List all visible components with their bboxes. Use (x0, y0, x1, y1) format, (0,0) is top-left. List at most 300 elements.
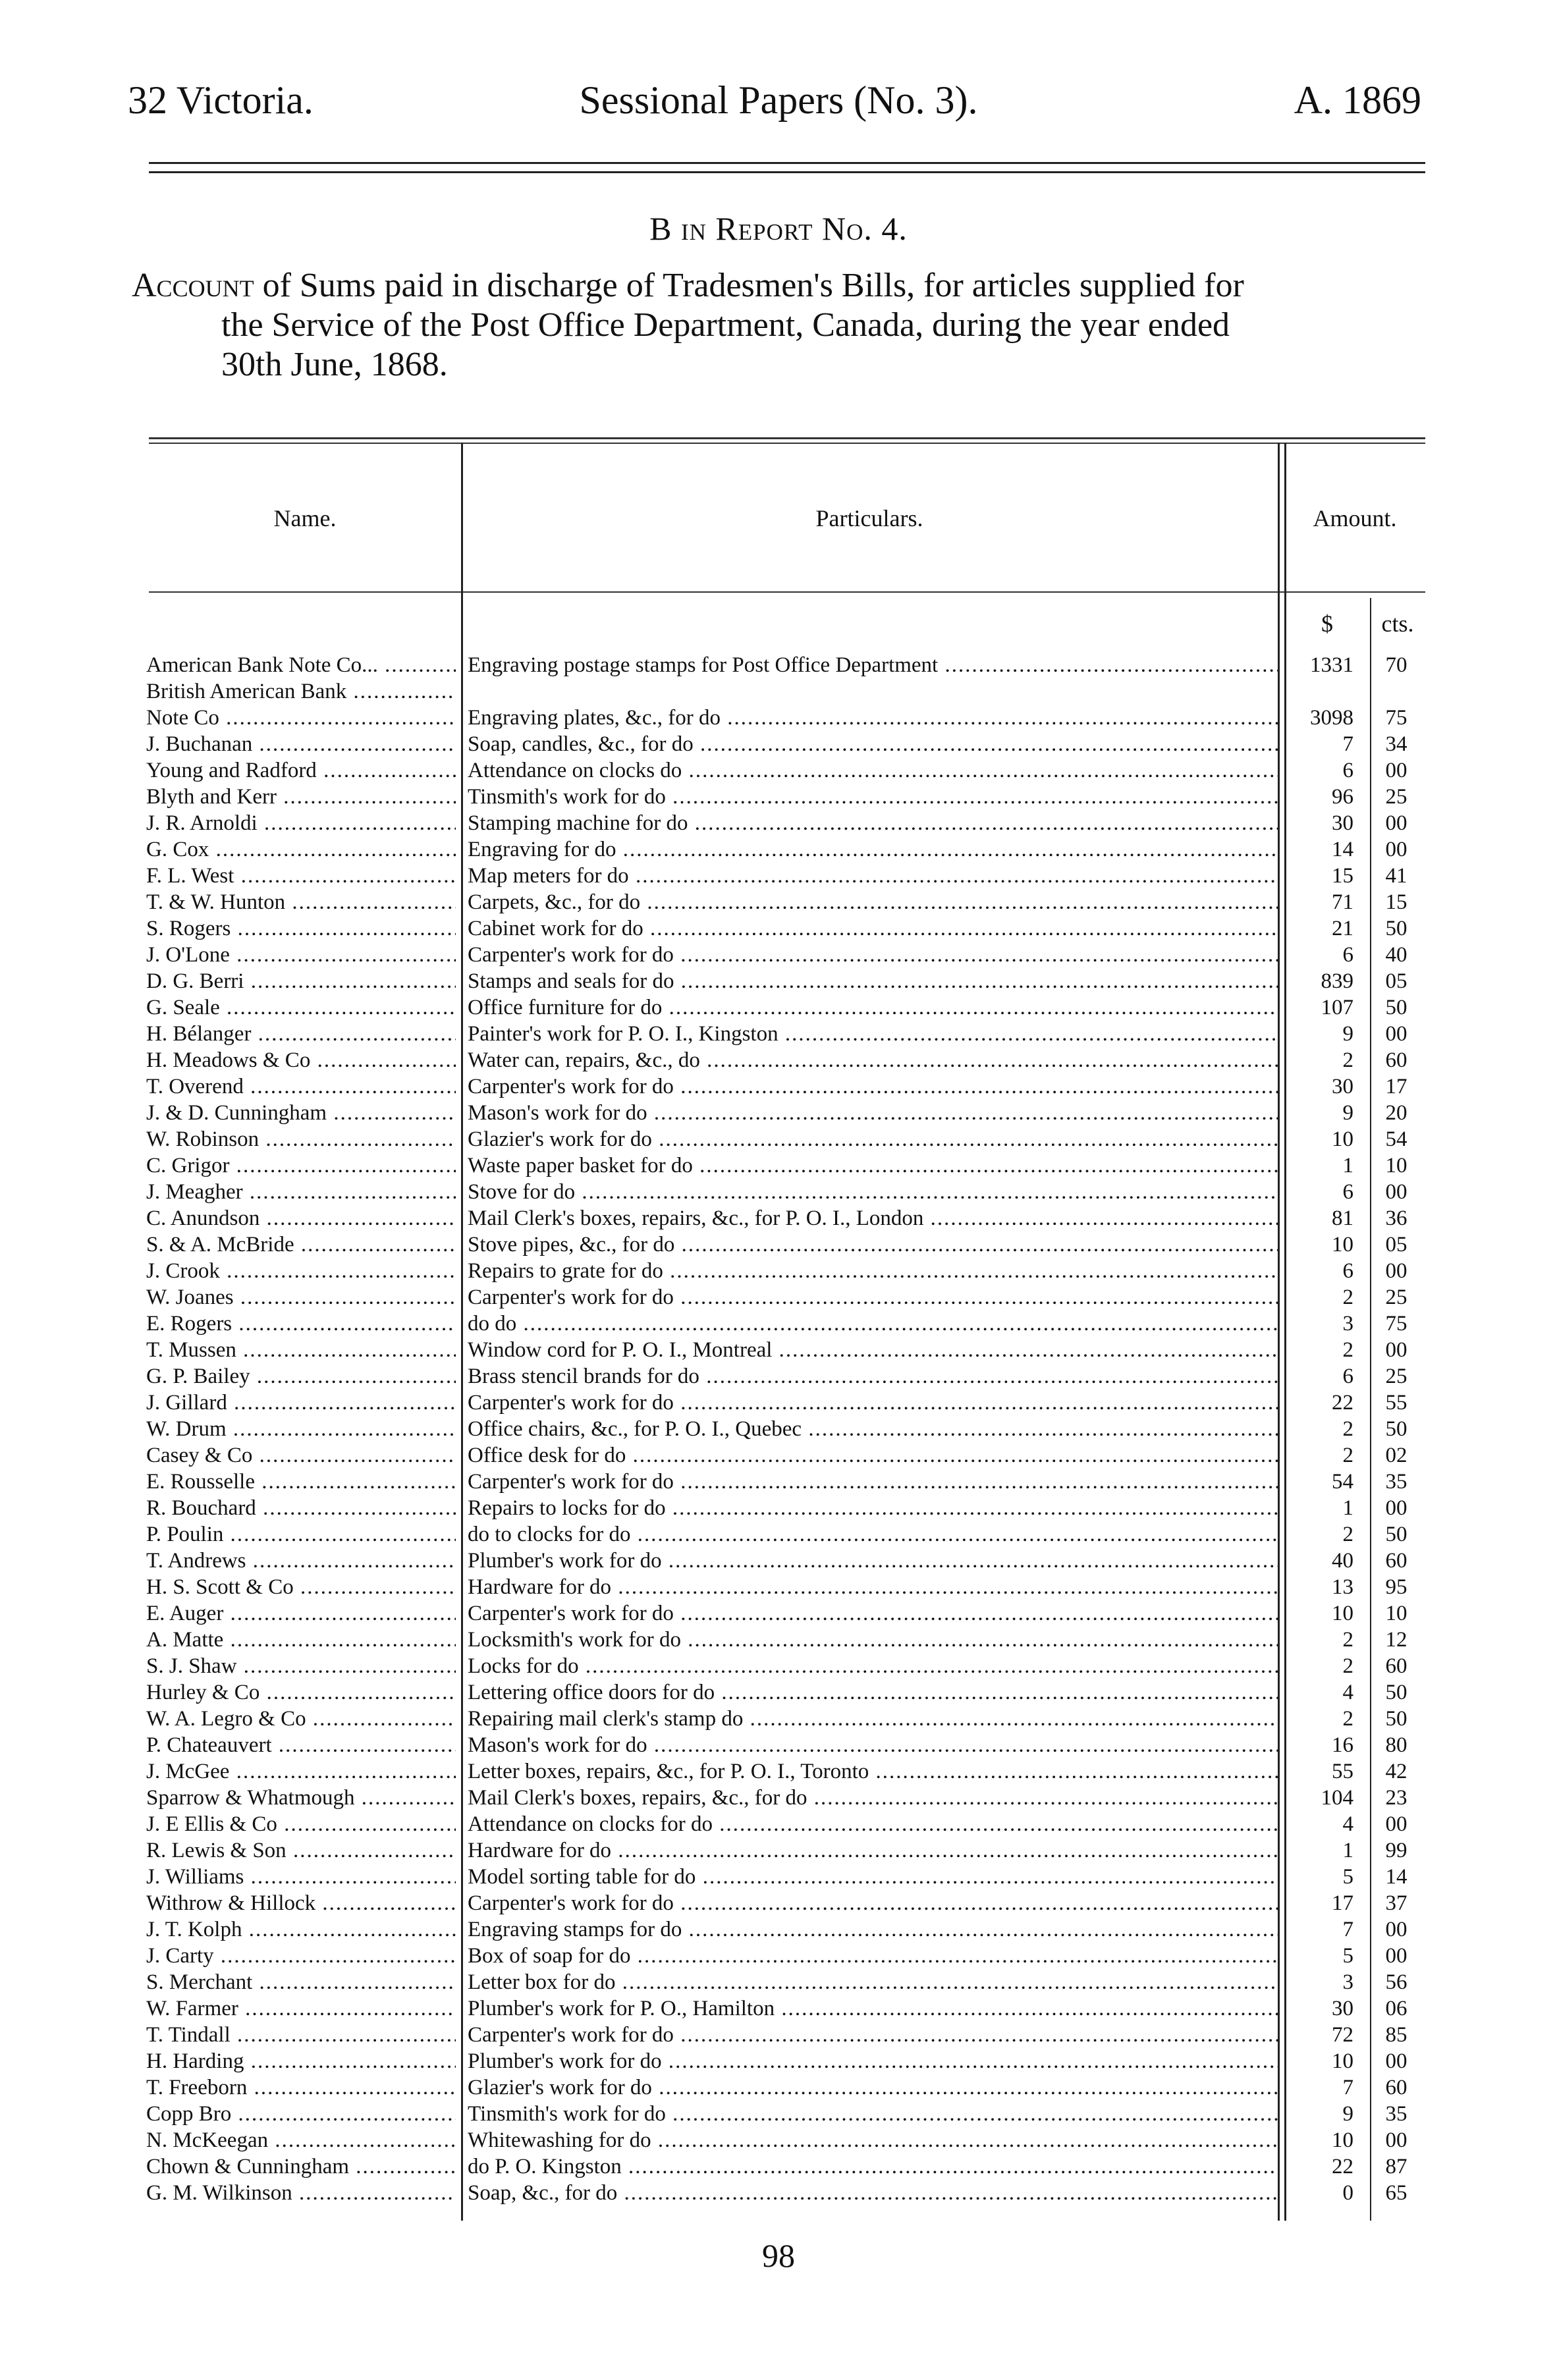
particulars-cell: Office chairs, &c., for P. O. I., Quebec ..... (468, 1416, 1278, 1442)
table-row (0, 1469, 1557, 1495)
particulars-cell: Map meters for do ..... (468, 863, 1278, 889)
particulars-cell: Hardware for do ..... (468, 1574, 1278, 1600)
amount-cents: 50 (1385, 1681, 1407, 1704)
payee-name: J. Gillard ..... (146, 1390, 456, 1416)
account-rows (0, 652, 1557, 2206)
header-rule-top (149, 162, 1425, 164)
particulars-cell: Letter boxes, repairs, &c., for P. O. I., Toronto ..... (468, 1758, 1278, 1785)
amount-dollars: 2 (1342, 1444, 1353, 1467)
payee-name: R. Lewis & Son ..... (146, 1837, 456, 1864)
report-id: B in Report No. 4. (649, 210, 908, 247)
table-row (0, 731, 1557, 757)
amount-dollars: 72 (1332, 2023, 1353, 2047)
particulars-cell: Attendance on clocks do ..... (468, 757, 1278, 784)
table-row (0, 1890, 1557, 1916)
table-row (0, 1785, 1557, 1811)
payee-name: W. Farmer ..... (146, 1995, 456, 2022)
table-row (0, 1943, 1557, 1969)
amount-cents: 10 (1385, 1602, 1407, 1625)
particulars-cell: Lettering office doors for do ..... (468, 1679, 1278, 1706)
particulars-cell: Carpenter's work for do ..... (468, 942, 1278, 968)
amount-dollars: 71 (1332, 890, 1353, 914)
amount-dollars: 5 (1342, 1865, 1353, 1889)
particulars-cell: Carpets, &c., for do ..... (468, 889, 1278, 915)
particulars-cell: Mail Clerk's boxes, repairs, &c., for P. O. I., London ..... (468, 1205, 1278, 1231)
amount-dollars: 2 (1342, 1048, 1353, 1072)
table-row (0, 889, 1557, 915)
amount-dollars: 2 (1342, 1654, 1353, 1678)
amount-cents: 00 (1385, 1180, 1407, 1204)
payee-name: W. A. Legro & Co ..... (146, 1706, 456, 1732)
amount-cents: 50 (1385, 1707, 1407, 1731)
particulars-cell: Repairs to locks for do ..... (468, 1495, 1278, 1521)
particulars-cell: Glazier's work for do ..... (468, 1126, 1278, 1152)
amount-cents: 00 (1385, 1338, 1407, 1362)
payee-name: G. M. Wilkinson ..... (146, 2180, 456, 2206)
amount-cents: 50 (1385, 1523, 1407, 1546)
amount-cents: 00 (1385, 1259, 1407, 1283)
amount-dollars: 3098 (1310, 706, 1353, 730)
amount-dollars: 9 (1342, 2102, 1353, 2126)
amount-cents: 80 (1385, 1733, 1407, 1757)
payee-name: Chown & Cunningham ..... (146, 2153, 456, 2180)
table-row (0, 1732, 1557, 1758)
particulars-cell: Mail Clerk's boxes, repairs, &c., for do ..... (468, 1785, 1278, 1811)
particulars-cell: Window cord for P. O. I., Montreal ..... (468, 1337, 1278, 1363)
table-row (0, 678, 1557, 705)
amount-dollars: 10 (1332, 2049, 1353, 2073)
amount-dollars: 6 (1342, 1180, 1353, 1204)
payee-name: W. Robinson ..... (146, 1126, 456, 1152)
table-row (0, 1258, 1557, 1284)
amount-dollars: 1331 (1310, 653, 1353, 677)
payee-name: Casey & Co ..... (146, 1442, 456, 1469)
amount-dollars: 54 (1332, 1470, 1353, 1494)
amount-cents: 50 (1385, 996, 1407, 1019)
amount-dollars: 1 (1342, 1839, 1353, 1862)
amount-cents: 99 (1385, 1839, 1407, 1862)
amount-cents: 00 (1385, 1944, 1407, 1968)
table-row (0, 1916, 1557, 1943)
payee-name: J. O'Lone ..... (146, 942, 456, 968)
amount-dollars: 7 (1342, 1918, 1353, 1941)
particulars-cell: Whitewashing for do ..... (468, 2127, 1278, 2153)
amount-cents: 75 (1385, 1312, 1407, 1336)
amount-dollars: 10 (1332, 1127, 1353, 1151)
table-row (0, 1152, 1557, 1179)
particulars-cell: Mason's work for do ..... (468, 1732, 1278, 1758)
amount-cents: 20 (1385, 1101, 1407, 1125)
payee-name: E. Auger ..... (146, 1600, 456, 1627)
particulars-cell: Painter's work for P. O. I., Kingston ..... (468, 1021, 1278, 1047)
amount-cents: 37 (1385, 1891, 1407, 1915)
amount-cents: 00 (1385, 759, 1407, 782)
amount-cents: 12 (1385, 1628, 1407, 1652)
particulars-cell: Tinsmith's work for do ..... (468, 784, 1278, 810)
particulars-cell: do P. O. Kingston ..... (468, 2153, 1278, 2180)
amount-cents: 00 (1385, 2049, 1407, 2073)
table-row (0, 1416, 1557, 1442)
dollar-sign: $ (1321, 610, 1333, 637)
table-row (0, 2074, 1557, 2101)
amount-dollars: 2 (1342, 1338, 1353, 1362)
particulars-cell: Mason's work for do ..... (468, 1100, 1278, 1126)
payee-name: Copp Bro ..... (146, 2101, 456, 2127)
amount-dollars: 7 (1342, 2076, 1353, 2099)
amount-cents: 06 (1385, 1997, 1407, 2020)
amount-dollars: 10 (1332, 1233, 1353, 1257)
table-row (0, 1179, 1557, 1205)
amount-cents: 87 (1385, 2155, 1407, 2178)
amount-dollars: 15 (1332, 864, 1353, 888)
intro-line-2: the Service of the Post Office Department, Canada, during the year ended (221, 306, 1230, 344)
amount-dollars: 22 (1332, 2155, 1353, 2178)
payee-name: H. Meadows & Co ..... (146, 1047, 456, 1073)
amount-dollars: 107 (1321, 996, 1353, 1019)
payee-name: Blyth and Kerr ..... (146, 784, 456, 810)
particulars-cell: Carpenter's work for do ..... (468, 1469, 1278, 1495)
particulars-cell: Engraving for do ..... (468, 836, 1278, 863)
payee-name: P. Chateauvert ..... (146, 1732, 456, 1758)
cents-label: cts. (1381, 610, 1414, 637)
payee-name: E. Rousselle ..... (146, 1469, 456, 1495)
payee-name: J. Crook ..... (146, 1258, 456, 1284)
intro-line-1 (132, 266, 1425, 306)
table-row (0, 1600, 1557, 1627)
particulars-cell: Engraving postage stamps for Post Office Department ..... (468, 652, 1278, 678)
amount-cents: 34 (1385, 732, 1407, 756)
table-row (0, 915, 1557, 942)
amount-cents: 17 (1385, 1075, 1407, 1098)
payee-name: D. G. Berri ..... (146, 968, 456, 994)
particulars-cell: Stamping machine for do ..... (468, 810, 1278, 836)
table-row (0, 652, 1557, 678)
payee-name: W. Joanes ..... (146, 1284, 456, 1311)
amount-cents: 56 (1385, 1970, 1407, 1994)
table-row (0, 1995, 1557, 2022)
amount-cents: 05 (1385, 969, 1407, 993)
amount-dollars: 9 (1342, 1022, 1353, 1046)
payee-name: G. P. Bailey ..... (146, 1363, 456, 1390)
amount-cents: 65 (1385, 2181, 1407, 2205)
particulars-cell: Carpenter's work for do ..... (468, 1890, 1278, 1916)
payee-name: J. Meagher ..... (146, 1179, 456, 1205)
amount-dollars: 2 (1342, 1523, 1353, 1546)
amount-dollars: 0 (1342, 2181, 1353, 2205)
particulars-cell: do do ..... (468, 1311, 1278, 1337)
payee-name: R. Bouchard ..... (146, 1495, 456, 1521)
table-row (0, 1284, 1557, 1311)
payee-name: Young and Radford ..... (146, 757, 456, 784)
amount-cents: 70 (1385, 653, 1407, 677)
page-number: 98 (762, 2237, 795, 2274)
payee-name: T. Tindall ..... (146, 2022, 456, 2048)
particulars-cell: Brass stencil brands for do ..... (468, 1363, 1278, 1390)
payee-name: T. Freeborn ..... (146, 2074, 456, 2101)
particulars-cell: Cabinet work for do ..... (468, 915, 1278, 942)
amount-dollars: 22 (1332, 1391, 1353, 1415)
table-row (0, 2048, 1557, 2074)
amount-cents: 42 (1385, 1760, 1407, 1783)
intro-line-3: 30th June, 1868. (221, 346, 448, 383)
payee-name: Withrow & Hillock ..... (146, 1890, 456, 1916)
table-row (0, 2153, 1557, 2180)
amount-cents: 55 (1385, 1391, 1407, 1415)
table-row (0, 1047, 1557, 1073)
amount-cents: 85 (1385, 2023, 1407, 2047)
particulars-cell: Plumber's work for P. O., Hamilton ..... (468, 1995, 1278, 2022)
amount-dollars: 104 (1321, 1786, 1353, 1810)
table-row (0, 968, 1557, 994)
amount-dollars: 40 (1332, 1549, 1353, 1573)
table-row (0, 1390, 1557, 1416)
amount-dollars: 55 (1332, 1760, 1353, 1783)
particulars-cell: Model sorting table for do ..... (468, 1864, 1278, 1890)
payee-name: E. Rogers ..... (146, 1311, 456, 1337)
table-row (0, 2127, 1557, 2153)
column-header-name: Name. (273, 505, 337, 531)
amount-dollars: 4 (1342, 1681, 1353, 1704)
payee-name: J. R. Arnoldi ..... (146, 810, 456, 836)
intro-first-word: Account (132, 267, 254, 304)
particulars-cell: Letter box for do ..... (468, 1969, 1278, 1995)
amount-dollars: 6 (1342, 943, 1353, 967)
table-row (0, 1548, 1557, 1574)
amount-cents: 00 (1385, 811, 1407, 835)
payee-name: J. McGee ..... (146, 1758, 456, 1785)
table-row (0, 1574, 1557, 1600)
amount-dollars: 3 (1342, 1312, 1353, 1336)
amount-cents: 25 (1385, 1365, 1407, 1388)
amount-dollars: 2 (1342, 1285, 1353, 1309)
header-left: 32 Victoria. (128, 78, 314, 122)
particulars-cell: Carpenter's work for do ..... (468, 2022, 1278, 2048)
amount-cents: 23 (1385, 1786, 1407, 1810)
particulars-cell: Locksmith's work for do ..... (468, 1627, 1278, 1653)
amount-dollars: 2 (1342, 1707, 1353, 1731)
table-row (0, 2022, 1557, 2048)
amount-dollars: 96 (1332, 785, 1353, 809)
amount-cents: 05 (1385, 1233, 1407, 1257)
table-row (0, 1969, 1557, 1995)
table-row (0, 1706, 1557, 1732)
amount-dollars: 6 (1342, 1365, 1353, 1388)
column-header-amount: Amount. (1313, 505, 1397, 531)
column-header-particulars: Particulars. (815, 505, 923, 531)
particulars-cell: Repairs to grate for do ..... (468, 1258, 1278, 1284)
amount-dollars: 2 (1342, 1628, 1353, 1652)
table-row (0, 1679, 1557, 1706)
particulars-cell: Plumber's work for do ..... (468, 2048, 1278, 2074)
amount-dollars: 9 (1342, 1101, 1353, 1125)
table-row (0, 1811, 1557, 1837)
payee-name: J. T. Kolph ..... (146, 1916, 456, 1943)
table-row (0, 1653, 1557, 1679)
table-row (0, 1311, 1557, 1337)
particulars-cell: Stamps and seals for do ..... (468, 968, 1278, 994)
payee-name: British American Bank ..... (146, 678, 456, 705)
table-row (0, 2180, 1557, 2206)
amount-cents: 95 (1385, 1575, 1407, 1599)
amount-cents: 15 (1385, 890, 1407, 914)
particulars-cell: Engraving stamps for do ..... (468, 1916, 1278, 1943)
amount-dollars: 839 (1321, 969, 1353, 993)
particulars-cell: Plumber's work for do ..... (468, 1548, 1278, 1574)
particulars-cell: Stove pipes, &c., for do ..... (468, 1231, 1278, 1258)
payee-name: S. & A. McBride ..... (146, 1231, 456, 1258)
payee-name: S. Rogers ..... (146, 915, 456, 942)
payee-name: J. E Ellis & Co ..... (146, 1811, 456, 1837)
amount-cents: 35 (1385, 1470, 1407, 1494)
payee-name: F. L. West ..... (146, 863, 456, 889)
payee-name: C. Grigor ..... (146, 1152, 456, 1179)
amount-cents: 10 (1385, 1154, 1407, 1177)
payee-name: T. Mussen ..... (146, 1337, 456, 1363)
particulars-cell: Carpenter's work for do ..... (468, 1600, 1278, 1627)
table-row (0, 1126, 1557, 1152)
payee-name: J. Williams ..... (146, 1864, 456, 1890)
amount-dollars: 1 (1342, 1154, 1353, 1177)
particulars-cell: Office furniture for do ..... (468, 994, 1278, 1021)
particulars-cell: Office desk for do ..... (468, 1442, 1278, 1469)
amount-dollars: 6 (1342, 1259, 1353, 1283)
payee-name: Hurley & Co ..... (146, 1679, 456, 1706)
table-row (0, 994, 1557, 1021)
table-top-rule (149, 437, 1425, 439)
amount-dollars: 4 (1342, 1812, 1353, 1836)
table-row (0, 1864, 1557, 1890)
payee-name: G. Cox ..... (146, 836, 456, 863)
amount-cents: 25 (1385, 1285, 1407, 1309)
amount-cents: 00 (1385, 2128, 1407, 2152)
payee-name: W. Drum ..... (146, 1416, 456, 1442)
payee-name: Note Co ..... (146, 705, 456, 731)
table-row (0, 1100, 1557, 1126)
table-row (0, 705, 1557, 731)
payee-name: A. Matte ..... (146, 1627, 456, 1653)
payee-name: T. Andrews ..... (146, 1548, 456, 1574)
amount-cents: 60 (1385, 1654, 1407, 1678)
amount-dollars: 81 (1332, 1206, 1353, 1230)
payee-name: American Bank Note Co... ..... (146, 652, 456, 678)
intro-paragraph (132, 266, 1425, 385)
payee-name: P. Poulin ..... (146, 1521, 456, 1548)
amount-cents: 36 (1385, 1206, 1407, 1230)
table-row (0, 1363, 1557, 1390)
amount-cents: 02 (1385, 1444, 1407, 1467)
particulars-cell: Hardware for do ..... (468, 1837, 1278, 1864)
particulars-cell: Glazier's work for do ..... (468, 2074, 1278, 2101)
amount-cents: 60 (1385, 1549, 1407, 1573)
amount-dollars: 30 (1332, 1997, 1353, 2020)
table-row (0, 784, 1557, 810)
particulars-cell: Attendance on clocks for do ..... (468, 1811, 1278, 1837)
header-right: A. 1869 (1294, 78, 1421, 122)
amount-cents: 00 (1385, 1918, 1407, 1941)
particulars-cell: Soap, &c., for do ..... (468, 2180, 1278, 2206)
table-row (0, 1337, 1557, 1363)
table-row (0, 836, 1557, 863)
table-row (0, 1073, 1557, 1100)
table-row (0, 757, 1557, 784)
particulars-cell: Soap, candles, &c., for do ..... (468, 731, 1278, 757)
particulars-cell: Locks for do ..... (468, 1653, 1278, 1679)
payee-name: N. McKeegan ..... (146, 2127, 456, 2153)
intro-line-1-rest: of Sums paid in discharge of Tradesmen's Bills, for articles supplied for (254, 267, 1244, 304)
table-row (0, 2101, 1557, 2127)
particulars-cell: Repairing mail clerk's stamp do ..... (468, 1706, 1278, 1732)
amount-dollars: 6 (1342, 759, 1353, 782)
table-row (0, 1495, 1557, 1521)
amount-cents: 25 (1385, 785, 1407, 809)
amount-cents: 40 (1385, 943, 1407, 967)
amount-dollars: 13 (1332, 1575, 1353, 1599)
amount-dollars: 1 (1342, 1496, 1353, 1520)
table-row (0, 1521, 1557, 1548)
payee-name: J. Carty ..... (146, 1943, 456, 1969)
amount-cents: 00 (1385, 838, 1407, 861)
amount-dollars: 2 (1342, 1417, 1353, 1441)
payee-name: C. Anundson ..... (146, 1205, 456, 1231)
particulars-cell: Water can, repairs, &c., do ..... (468, 1047, 1278, 1073)
amount-cents: 54 (1385, 1127, 1407, 1151)
amount-dollars: 14 (1332, 838, 1353, 861)
amount-cents: 60 (1385, 1048, 1407, 1072)
table-row (0, 863, 1557, 889)
header-center: Sessional Papers (No. 3). (579, 78, 978, 122)
amount-dollars: 7 (1342, 732, 1353, 756)
table-row (0, 1627, 1557, 1653)
payee-name: H. Bélanger ..... (146, 1021, 456, 1047)
amount-cents: 50 (1385, 1417, 1407, 1441)
amount-dollars: 10 (1332, 2128, 1353, 2152)
table-row (0, 1758, 1557, 1785)
table-row (0, 1837, 1557, 1864)
amount-dollars: 3 (1342, 1970, 1353, 1994)
amount-cents: 14 (1385, 1865, 1407, 1889)
amount-cents: 60 (1385, 2076, 1407, 2099)
particulars-cell: Carpenter's work for do ..... (468, 1284, 1278, 1311)
amount-cents: 41 (1385, 864, 1407, 888)
particulars-cell: Box of soap for do ..... (468, 1943, 1278, 1969)
payee-name: H. S. Scott & Co ..... (146, 1574, 456, 1600)
payee-name: T. & W. Hunton ..... (146, 889, 456, 915)
amount-cents: 50 (1385, 917, 1407, 940)
amount-dollars: 16 (1332, 1733, 1353, 1757)
table-row (0, 810, 1557, 836)
amount-dollars: 30 (1332, 1075, 1353, 1098)
particulars-cell: Carpenter's work for do ..... (468, 1390, 1278, 1416)
amount-dollars: 10 (1332, 1602, 1353, 1625)
particulars-cell: Carpenter's work for do ..... (468, 1073, 1278, 1100)
payee-name: Sparrow & Whatmough ..... (146, 1785, 456, 1811)
amount-cents: 00 (1385, 1022, 1407, 1046)
particulars-cell: Waste paper basket for do ..... (468, 1152, 1278, 1179)
payee-name: J. Buchanan ..... (146, 731, 456, 757)
payee-name: S. J. Shaw ..... (146, 1653, 456, 1679)
particulars-cell: Engraving plates, &c., for do ..... (468, 705, 1278, 731)
table-row (0, 1231, 1557, 1258)
amount-cents: 00 (1385, 1496, 1407, 1520)
amount-cents: 75 (1385, 706, 1407, 730)
payee-name: S. Merchant ..... (146, 1969, 456, 1995)
payee-name: J. & D. Cunningham ..... (146, 1100, 456, 1126)
particulars-cell: Tinsmith's work for do ..... (468, 2101, 1278, 2127)
amount-dollars: 5 (1342, 1944, 1353, 1968)
header-rule-bottom (149, 171, 1425, 173)
payee-name: G. Seale ..... (146, 994, 456, 1021)
payee-name: T. Overend ..... (146, 1073, 456, 1100)
